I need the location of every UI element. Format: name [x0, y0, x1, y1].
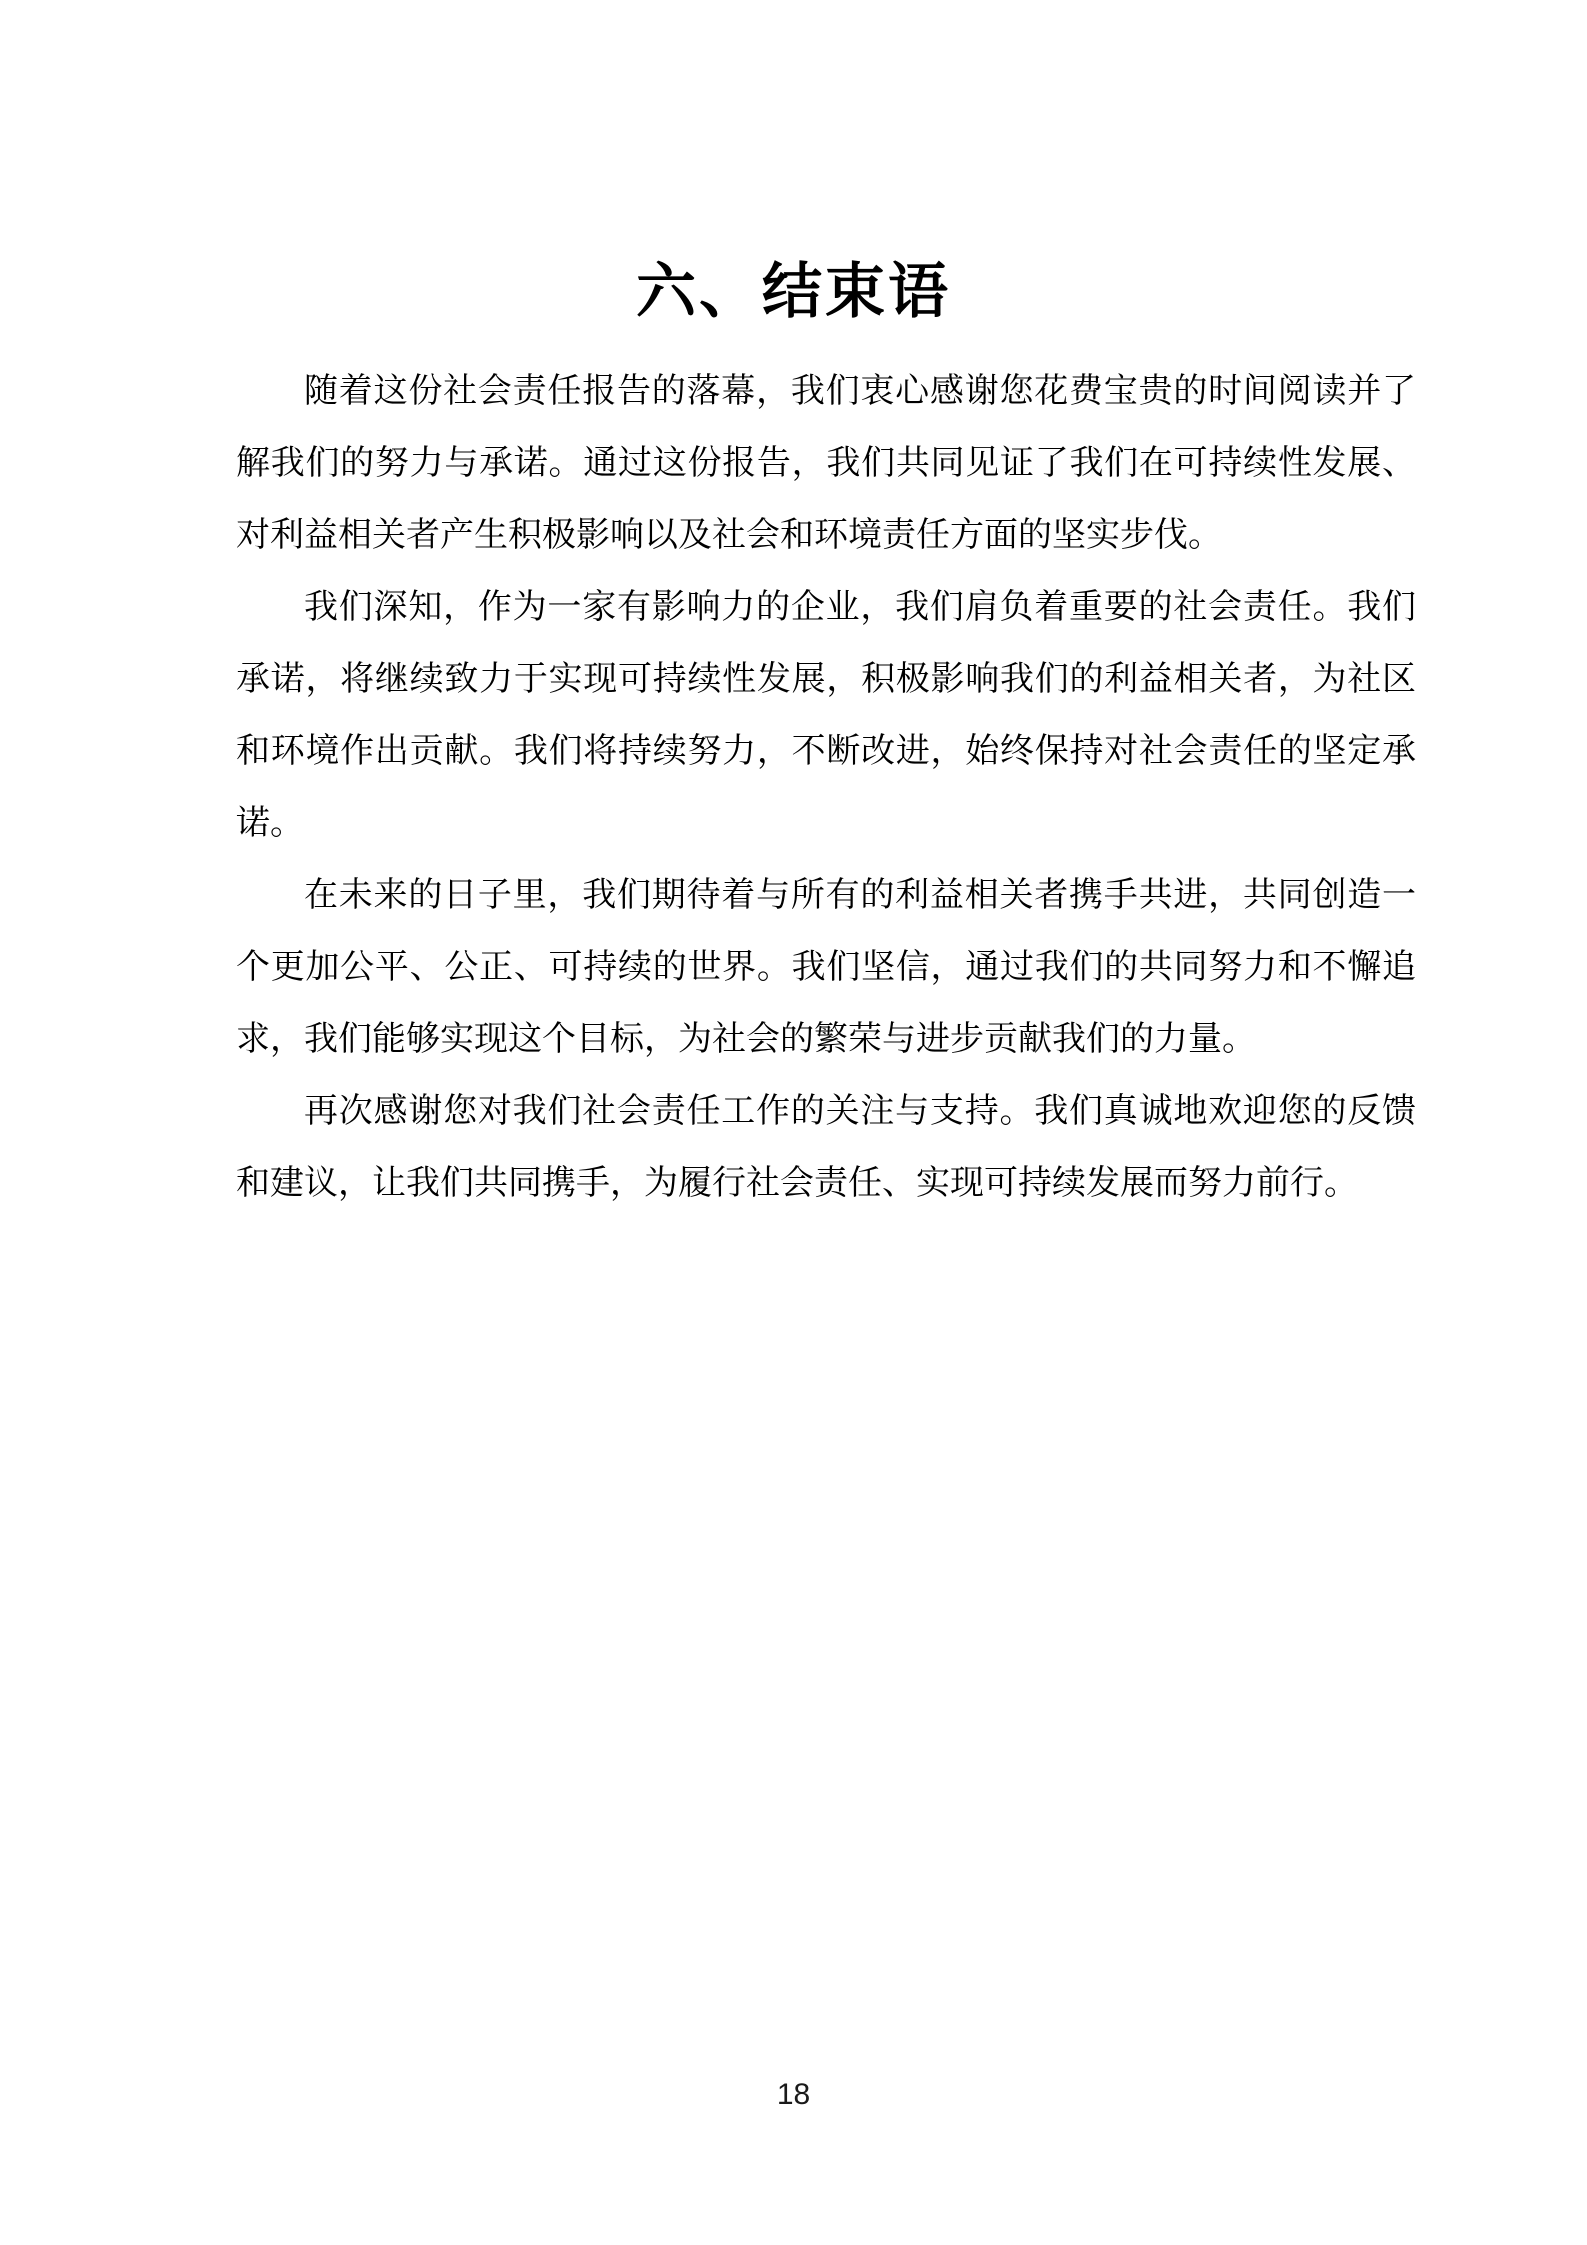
page-title: 六、结束语 — [636, 259, 951, 326]
paragraph-2: 我们深知，作为一家有影响力的企业，我们肩负着重要的社会责任。我们承诺，将继续致力于实现可持续性发展，积极影响我们的利益相关者，为社区和环境作出贡献。我们将持续努力，不断改进，始终保持对社会责任的坚定承诺。 — [236, 589, 1416, 842]
paragraph-4: 再次感谢您对我们社会责任工作的关注与支持。我们真诚地欢迎您的反馈和建议，让我们共同携手，为履行社会责任、实现可持续发展而努力前行。 — [236, 1093, 1416, 1202]
page-number: 18 — [776, 2078, 811, 2111]
paragraph-1: 随着这份社会责任报告的落幕，我们衷心感谢您花费宝贵的时间阅读并了解我们的努力与承诺。通过这份报告，我们共同见证了我们在可持续性发展、对利益相关者产生积极影响以及社会和环境责任方面的坚实步伐。 — [236, 373, 1416, 554]
paragraph-3: 在未来的日子里，我们期待着与所有的利益相关者携手共进，共同创造一个更加公平、公正、可持续的世界。我们坚信，通过我们的共同努力和不懈追求，我们能够实现这个目标，为社会的繁荣与进步贡献我们的力量。 — [236, 877, 1416, 1058]
document-body — [236, 356, 1416, 1220]
